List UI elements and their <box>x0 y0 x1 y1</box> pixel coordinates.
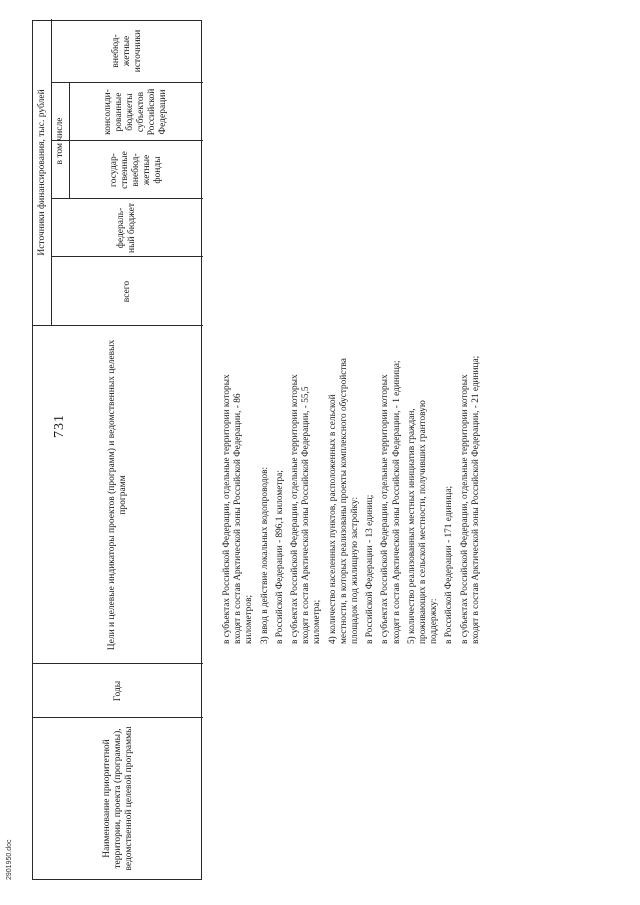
body-paragraph: в субъектах Российской Федерации, отдельные территории которых входят в состав Арктической зоны Российской Федерации, - 55,5 километра; <box>290 374 323 644</box>
header-consolidated: консолиди- рованные бюджеты субъектов Российской Федерации <box>103 88 168 136</box>
table-header <box>32 20 202 880</box>
body-paragraph: в субъектах Российской Федерации, отдельные территории которых входят в состав Арктической зоны Российской Федерации, - 1 единица; <box>380 360 402 644</box>
body-paragraph: 4) количество населенных пунктов, расположенных в сельской местности, в которых реализованы проекты комплексного обустройства площадок под жилищную застройку: <box>327 358 361 644</box>
body-paragraph: в субъектах Российской Федерации, отдельные территории которых входят в состав Арктической зоны Российской Федерации, - 21 единица; <box>459 355 481 644</box>
body-paragraph: в Российской Федерации - 896,1 километра; <box>274 470 285 644</box>
page-number: 731 <box>52 414 67 438</box>
header-federal: федераль- ный бюджет <box>116 203 137 254</box>
rotated-page <box>32 20 481 880</box>
header-including: в том числе <box>54 117 65 165</box>
footer-code: 2901950.doc <box>6 839 13 880</box>
header-name: Наименование приоритетной территории, проекта (программы), ведомственной целевой программы <box>101 726 134 871</box>
body-paragraph: в Российской Федерации - 13 единиц; <box>365 494 376 644</box>
header-offbudget: внебюд- жетные источники <box>110 29 143 73</box>
body-paragraph: 3) ввод в действие локальных водопроводов: <box>259 466 270 644</box>
header-total: всего <box>121 280 132 303</box>
goals-text <box>222 354 486 644</box>
body-paragraph: в субъектах Российской Федерации, отдельные территории которых входят в состав Арктической зоны Российской Федерации, - 86 километров; <box>222 374 255 644</box>
header-years: Годы <box>112 680 123 702</box>
header-goals: Цели и целевые индикаторы проектов (программ) и ведомственных целевых программ <box>107 339 128 651</box>
header-sources: Источники финансирования, тыс. рублей <box>36 89 47 256</box>
body-paragraph: 5) количество реализованных местных инициатив граждан, проживающих в сельской местности, получивших грантовую поддержку: <box>406 400 440 644</box>
body-paragraph: в Российской Федерации - 171 единица; <box>444 485 455 644</box>
header-state-funds: государ- ственные внебюд- жетные фонды <box>108 151 163 189</box>
